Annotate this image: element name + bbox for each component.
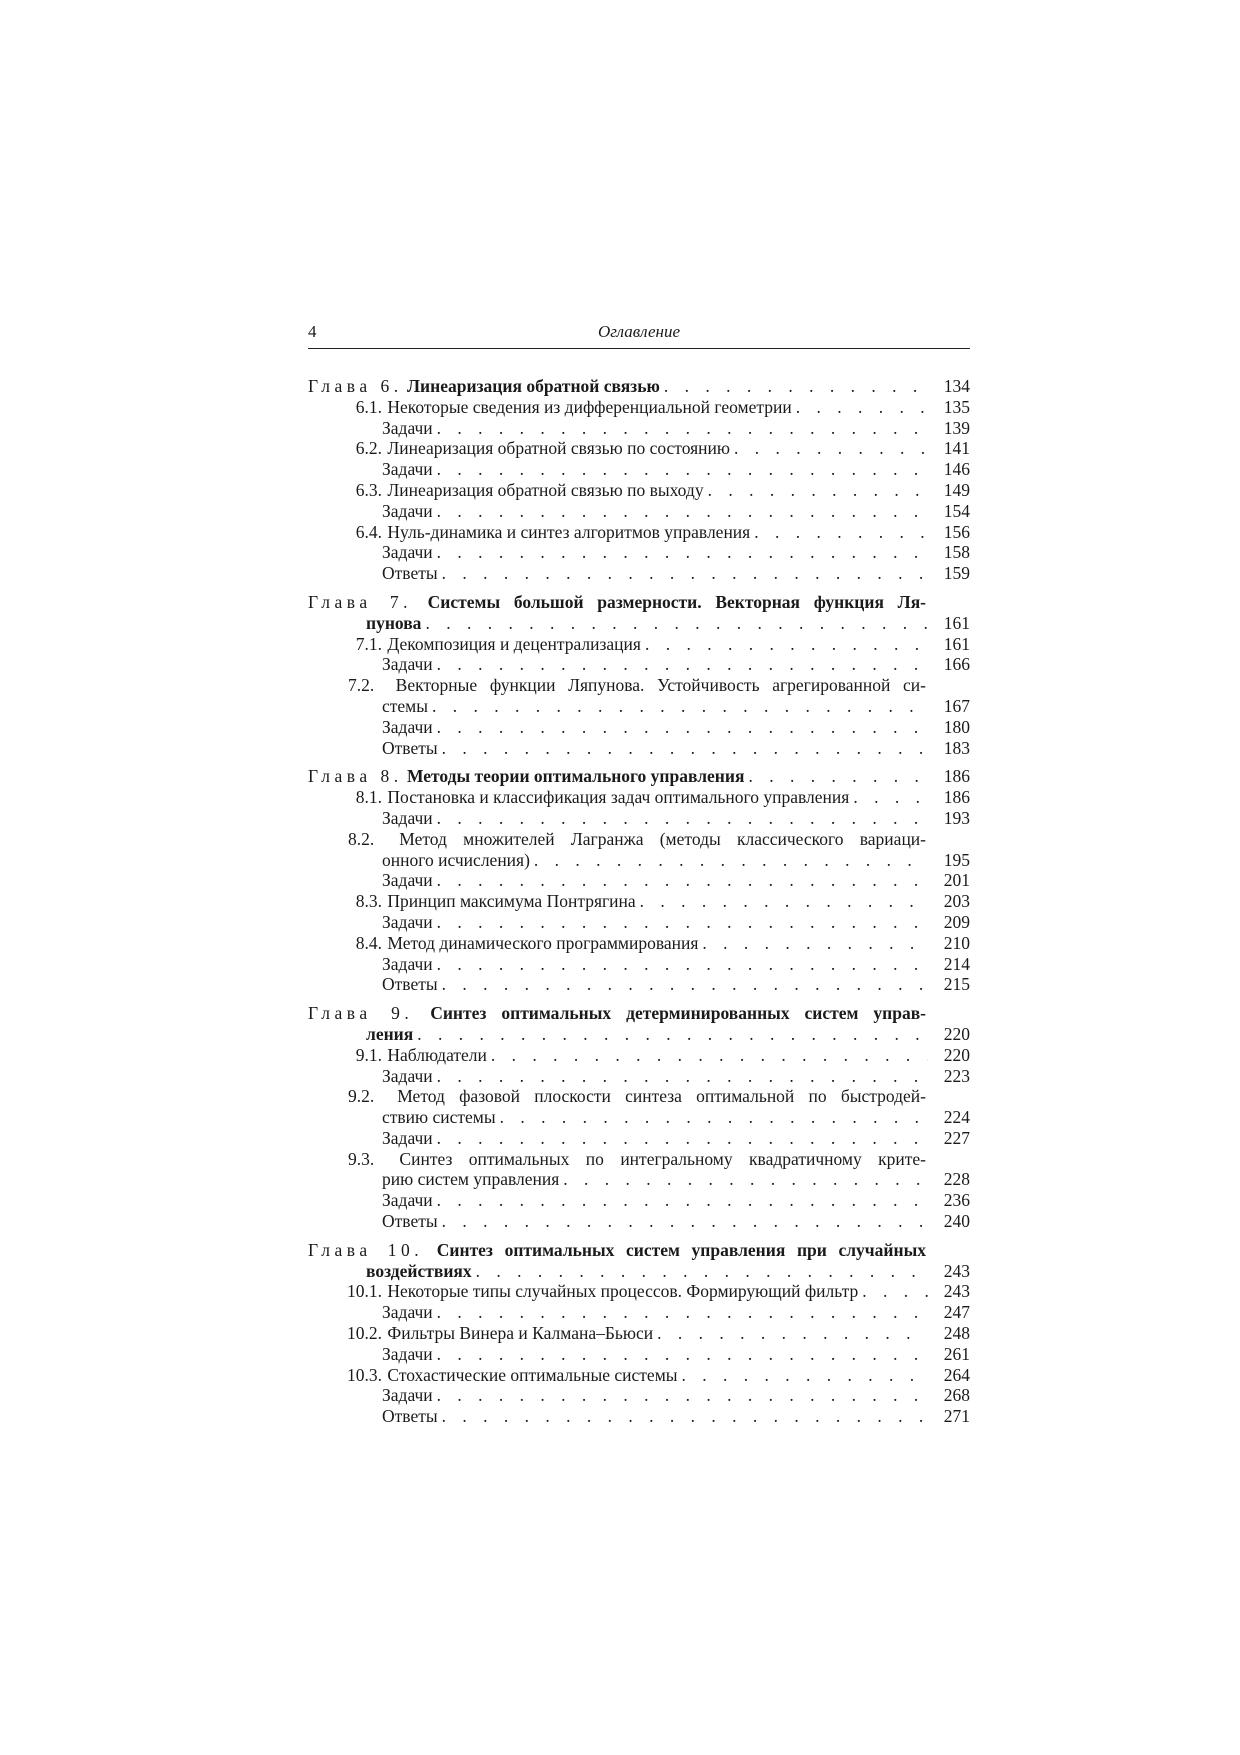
toc-entry [308,808,970,829]
dot-leader [640,891,928,912]
page-ref: 223 [943,1065,970,1086]
toc-entry [308,1149,970,1170]
dot-leader [476,1261,928,1282]
page-ref: 243 [943,1260,970,1281]
page-ref: 268 [943,1385,970,1406]
section-title: Некоторые сведения из дифференциальной геометрии [387,396,792,417]
dot-leader [645,634,928,655]
page-ref: 134 [943,376,970,396]
page-ref: 154 [943,500,970,521]
dot-leader [796,397,928,418]
dot-leader [682,1365,928,1386]
chapter-8 [308,766,970,995]
problems-label: Задачи [382,870,433,891]
section-number: 10.1. [347,1281,382,1302]
dot-leader [437,1385,928,1406]
dot-leader [442,738,928,759]
page-ref: 220 [943,1044,970,1065]
page-ref: 149 [943,479,970,500]
chapter-title-continued: пунова [366,612,422,633]
problems-label: Задачи [382,654,433,675]
problems-label: Задачи [382,1127,433,1148]
toc-entry [308,933,970,954]
dot-leader [437,418,928,439]
toc-entry [308,480,970,501]
chapter-label: Глава 8. [308,766,403,787]
section-title: Постановка и классификация задач оптимального управления [387,787,850,808]
chapter-title-continued: ления [366,1023,414,1044]
dot-leader [437,912,928,933]
dot-leader [442,974,928,995]
dot-leader [534,850,928,871]
page-ref: 240 [943,1211,970,1232]
page-ref: 156 [943,521,970,542]
section-title: Фильтры Винера и Калмана–Бьюси [387,1323,654,1344]
page-ref: 227 [943,1127,970,1148]
chapter-heading [308,592,970,613]
toc-entry [308,1344,970,1365]
problems-label: Задачи [382,459,433,480]
running-title: Оглавление [597,322,681,341]
dot-leader [437,1344,928,1365]
section-title: Нуль-динамика и синтез алгоритмов управления [387,521,751,542]
toc-entry [308,1128,970,1149]
section-number: 6.3. [355,479,382,500]
section-title: Синтез оптимальных по интегральному квадратичному крите- [399,1148,927,1169]
section-title: Стохастические оптимальные системы [387,1364,678,1385]
chapter-label: Глава 9. [308,1003,414,1024]
page-ref: 141 [943,438,970,459]
dot-leader [437,954,928,975]
page-ref: 220 [943,1023,970,1044]
section-title-continued: рию систем управления [382,1169,560,1190]
table-of-contents [308,376,970,1435]
page-ref: 243 [943,1281,970,1302]
toc-entry [308,1190,970,1211]
page-header [308,322,970,349]
toc-entry [308,829,970,850]
toc-entry [308,1281,970,1302]
toc-entry [308,1385,970,1406]
section-title: Метод фазовой плоскости синтеза оптимальной по быстродей- [397,1086,926,1107]
chapter-heading [308,1003,970,1024]
dot-leader [437,501,928,522]
dot-leader [437,1302,928,1323]
toc-entry [308,522,970,543]
toc-entry [308,954,970,975]
chapter-7 [308,592,970,758]
toc-entry [308,1066,970,1087]
section-title: Линеаризация обратной связью по состоянию [387,438,730,459]
page-ref: 161 [943,612,970,633]
section-number: 9.1. [355,1044,382,1065]
page-ref: 135 [943,396,970,417]
chapter-title: Системы большой размерности. Векторная функция Ля- [427,591,926,612]
dot-leader [437,1128,928,1149]
answers-label: Ответы [382,1211,438,1232]
chapter-heading [308,376,970,397]
page-ref: 271 [943,1406,970,1427]
dot-leader [437,1190,928,1211]
dot-leader [437,542,928,563]
answers-label: Ответы [382,1406,438,1427]
section-number: 7.2. [348,675,375,696]
chapter-9 [308,1003,970,1232]
problems-label: Задачи [382,1302,433,1323]
section-number: 10.2. [347,1323,382,1344]
dot-leader [754,522,928,543]
toc-entry [308,563,970,584]
toc-entry-continued [308,696,970,717]
toc-entry [308,1406,970,1427]
problems-label: Задачи [382,807,433,828]
dot-leader [702,933,928,954]
page-ref: 248 [943,1323,970,1344]
toc-entry [308,1211,970,1232]
toc-entry-continued [308,1169,970,1190]
page-ref: 193 [943,807,970,828]
toc-entry [308,912,970,933]
page-ref: 195 [943,849,970,870]
page-ref: 209 [943,911,970,932]
section-number: 6.4. [355,521,382,542]
problems-label: Задачи [382,716,433,737]
section-title: Декомпозиция и децентрализация [387,633,641,654]
section-title: Принцип максимума Понтрягина [387,891,636,912]
toc-entry [308,738,970,759]
problems-label: Задачи [382,542,433,563]
chapter-6 [308,376,970,584]
toc-entry [308,717,970,738]
dot-leader [417,1024,928,1045]
problems-label: Задачи [382,1343,433,1364]
section-number: 8.1. [355,787,382,808]
dot-leader [734,438,928,459]
chapter-title: Методы теории оптимального управления [406,766,745,787]
dot-leader [500,1107,928,1128]
toc-entry [308,438,970,459]
page-ref: 161 [943,633,970,654]
dot-leader [437,1066,928,1087]
dot-leader [708,480,928,501]
dot-leader [748,766,928,787]
toc-entry [308,1323,970,1344]
dot-leader [657,1323,928,1344]
answers-label: Ответы [382,974,438,995]
dot-leader [491,1045,928,1066]
section-title: Метод множителей Лагранжа (методы классического вариаци- [399,828,927,849]
page-ref: 261 [943,1343,970,1364]
chapter-10 [308,1240,970,1427]
section-title: Метод динамического программирования [387,932,699,953]
toc-entry [308,787,970,808]
page-ref: 186 [943,766,970,787]
dot-leader [437,459,928,480]
dot-leader [664,376,928,397]
toc-entry [308,634,970,655]
toc-entry [308,1365,970,1386]
page-ref: 215 [943,974,970,995]
page-ref: 224 [943,1107,970,1128]
problems-label: Задачи [382,417,433,438]
chapter-heading-continued [308,1261,970,1282]
chapter-title: Линеаризация обратной связью [406,376,660,396]
toc-entry [308,1086,970,1107]
section-title-continued: стемы [382,695,429,716]
chapter-label: Глава 7. [308,591,412,612]
toc-entry [308,501,970,522]
dot-leader [442,1211,928,1232]
chapter-title-continued: воздействиях [366,1260,472,1281]
problems-label: Задачи [382,1065,433,1086]
toc-entry [308,974,970,995]
page-ref: 159 [943,563,970,584]
page-number: 4 [308,322,317,341]
dot-leader [862,1281,928,1302]
section-number: 6.1. [355,396,382,417]
section-number: 9.3. [348,1148,375,1169]
page-ref: 183 [943,737,970,758]
section-number: 8.4. [355,932,382,953]
toc-entry [308,870,970,891]
toc-entry [308,542,970,563]
dot-leader [437,870,928,891]
problems-label: Задачи [382,500,433,521]
chapter-label: Глава 6. [308,376,403,396]
toc-entry [308,459,970,480]
page-ref: 236 [943,1190,970,1211]
section-number: 7.1. [355,633,382,654]
chapter-title: Синтез оптимальных систем управления при случайных [436,1239,927,1260]
dot-leader [437,654,928,675]
problems-label: Задачи [382,1190,433,1211]
page-ref: 201 [943,870,970,891]
problems-label: Задачи [382,1385,433,1406]
toc-entry-continued [308,1107,970,1128]
page-ref: 264 [943,1364,970,1385]
page-ref: 214 [943,953,970,974]
page-ref: 146 [943,459,970,480]
dot-leader [563,1169,928,1190]
dot-leader [425,613,928,634]
section-title: Некоторые типы случайных процессов. Формирующий фильтр [387,1281,859,1302]
chapter-heading [308,766,970,787]
section-number: 8.2. [348,828,375,849]
problems-label: Задачи [382,911,433,932]
toc-entry [308,397,970,418]
page-ref: 166 [943,654,970,675]
page-ref: 167 [943,695,970,716]
toc-entry [308,1045,970,1066]
dot-leader [437,717,928,738]
page-ref: 228 [943,1169,970,1190]
chapter-heading-continued [308,613,970,634]
toc-entry [308,675,970,696]
answers-label: Ответы [382,563,438,584]
dot-leader [442,1406,928,1427]
page-ref: 180 [943,716,970,737]
toc-entry [308,1302,970,1323]
chapter-heading-continued [308,1024,970,1045]
page-ref: 139 [943,417,970,438]
section-number: 10.3. [347,1364,382,1385]
dot-leader [432,696,928,717]
page-ref: 247 [943,1302,970,1323]
chapter-heading [308,1240,970,1261]
toc-entry [308,418,970,439]
section-title-continued: ствию системы [382,1107,496,1128]
toc-entry [308,654,970,675]
dot-leader [437,808,928,829]
section-number: 9.2. [348,1086,375,1107]
chapter-label: Глава 10. [308,1239,424,1260]
section-title: Линеаризация обратной связью по выходу [387,479,704,500]
section-title: Наблюдатели [387,1044,487,1065]
toc-entry-continued [308,850,970,871]
dot-leader [853,787,928,808]
toc-entry [308,891,970,912]
section-number: 6.2. [355,438,382,459]
section-title: Векторные функции Ляпунова. Устойчивость агрегированной си- [395,675,926,696]
section-number: 8.3. [355,891,382,912]
dot-leader [442,563,928,584]
page-ref: 203 [943,891,970,912]
section-title-continued: онного исчисления) [382,849,530,870]
answers-label: Ответы [382,737,438,758]
page-ref: 186 [943,787,970,808]
page-ref: 158 [943,542,970,563]
chapter-title: Синтез оптимальных детерминированных систем управ- [430,1003,927,1024]
page-ref: 210 [943,932,970,953]
problems-label: Задачи [382,953,433,974]
